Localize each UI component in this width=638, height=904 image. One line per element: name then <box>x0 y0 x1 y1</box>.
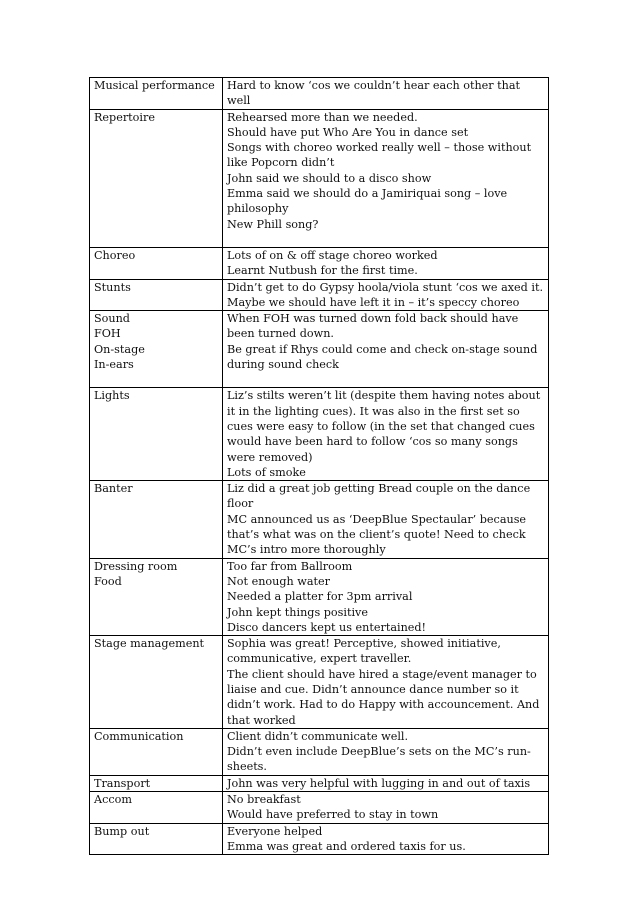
row-notes-cell <box>223 311 549 388</box>
note-line: Emma was great and ordered taxis for us. <box>227 839 466 853</box>
row-notes-cell <box>223 109 549 247</box>
table-row <box>90 775 549 791</box>
note-line: John kept things positive <box>227 605 368 619</box>
table-row <box>90 481 549 558</box>
row-label-cell <box>90 823 223 855</box>
row-label-cell <box>90 481 223 558</box>
row-label-cell <box>90 558 223 635</box>
note-line: Songs with choreo worked really well – those without like Popcorn didn’t <box>227 141 532 170</box>
table-row <box>90 109 549 247</box>
table-row <box>90 247 549 279</box>
row-notes-cell <box>223 792 549 824</box>
row-label: Lights <box>94 389 130 403</box>
row-label-cell <box>90 728 223 775</box>
note-line: Not enough water <box>227 574 330 588</box>
row-label-cell <box>90 78 223 110</box>
row-label: Stage management <box>94 637 205 651</box>
row-label-cell <box>90 388 223 481</box>
note-line: New Phill song? <box>227 217 319 231</box>
note-line: Liz did a great job getting Bread couple on the dance floor <box>227 482 531 511</box>
note-line: Didn’t get to do Gypsy hoola/viola stunt ‘cos we axed it. Maybe we should have left it in – it’s speccy choreo <box>227 280 544 309</box>
row-notes-cell <box>223 558 549 635</box>
note-line: MC announced us as ‘DeepBlue Spectaular’ because that’s what was on the client’s quote! Need to check MC’s intro more thoroughly <box>227 512 527 557</box>
table-row <box>90 311 549 388</box>
row-notes-cell <box>223 728 549 775</box>
row-notes-cell <box>223 78 549 110</box>
table-row <box>90 279 549 311</box>
table-row <box>90 728 549 775</box>
row-label: In-ears <box>94 358 134 372</box>
row-label: Choreo <box>94 248 136 262</box>
table-row <box>90 823 549 855</box>
row-label: Stunts <box>94 280 131 294</box>
row-notes-cell <box>223 247 549 279</box>
note-line: Would have preferred to stay in town <box>227 808 439 822</box>
row-label: Repertoire <box>94 110 155 124</box>
row-label: Food <box>94 574 122 588</box>
row-label: Accom <box>94 793 132 807</box>
table-row <box>90 388 549 481</box>
note-line: John said we should to a disco show <box>227 171 432 185</box>
note-line: John was very helpful with lugging in and out of taxis <box>227 776 531 790</box>
note-line: Everyone helped <box>227 824 323 838</box>
note-line: Rehearsed more than we needed. <box>227 110 418 124</box>
table-row <box>90 558 549 635</box>
table-row <box>90 792 549 824</box>
note-line: The client should have hired a stage/event manager to liaise and cue. Didn’t announce dance number so it didn’t work. Had to do Happy with accouncement. And that worked <box>227 667 540 727</box>
row-notes-cell <box>223 279 549 311</box>
row-label: FOH <box>94 327 121 341</box>
row-label: Banter <box>94 482 133 496</box>
row-label: Sound <box>94 312 130 326</box>
note-line: Emma said we should do a Jamiriquai song – love philosophy <box>227 187 508 216</box>
note-line: Should have put Who Are You in dance set <box>227 125 469 139</box>
row-label-cell <box>90 636 223 729</box>
note-line: Be great if Rhys could come and check on-stage sound during sound check <box>227 342 538 372</box>
row-notes-cell <box>223 388 549 481</box>
row-label-cell <box>90 109 223 247</box>
row-label: Musical performance <box>94 79 215 92</box>
note-line: Learnt Nutbush for the first time. <box>227 264 418 278</box>
note-line: Needed a platter for 3pm arrival <box>227 590 413 604</box>
row-notes-cell <box>223 636 549 729</box>
note-line: Disco dancers kept us entertained! <box>227 620 427 634</box>
row-label-cell <box>90 247 223 279</box>
row-label: Transport <box>94 776 151 790</box>
note-line: Client didn’t communicate well. <box>227 729 409 743</box>
note-line: Sophia was great! Perceptive, showed initiative, communicative, expert traveller. <box>227 637 501 666</box>
note-line: Lots of smoke <box>227 465 306 479</box>
note-line: Lots of on & off stage choreo worked <box>227 248 438 262</box>
row-notes-cell <box>223 775 549 791</box>
row-notes-cell <box>223 481 549 558</box>
row-label: Dressing room <box>94 559 178 573</box>
row-label-cell <box>90 279 223 311</box>
note-line: When FOH was turned down fold back should have been turned down. <box>227 312 519 341</box>
row-label-cell <box>90 311 223 388</box>
row-label: Bump out <box>94 824 150 838</box>
note-line: Too far from Ballroom <box>227 559 353 573</box>
debrief-table <box>89 77 549 855</box>
row-label-cell <box>90 775 223 791</box>
note-line: Didn’t even include DeepBlue’s sets on the MC’s run-sheets. <box>227 745 531 774</box>
row-label-cell <box>90 792 223 824</box>
row-label: On-stage <box>94 342 145 356</box>
row-notes-cell <box>223 823 549 855</box>
note-line: No breakfast <box>227 793 301 807</box>
table-row <box>90 78 549 110</box>
note-line: Liz’s stilts weren’t lit (despite them having notes about it in the lighting cues). It was also in the first set so cues were easy to follow (in the set that changed cues would have been hard to follow ‘cos so many songs were removed) <box>227 389 541 464</box>
note-line: Hard to know ‘cos we couldn’t hear each other that well <box>227 79 521 108</box>
table-row <box>90 636 549 729</box>
row-label: Communication <box>94 729 184 743</box>
